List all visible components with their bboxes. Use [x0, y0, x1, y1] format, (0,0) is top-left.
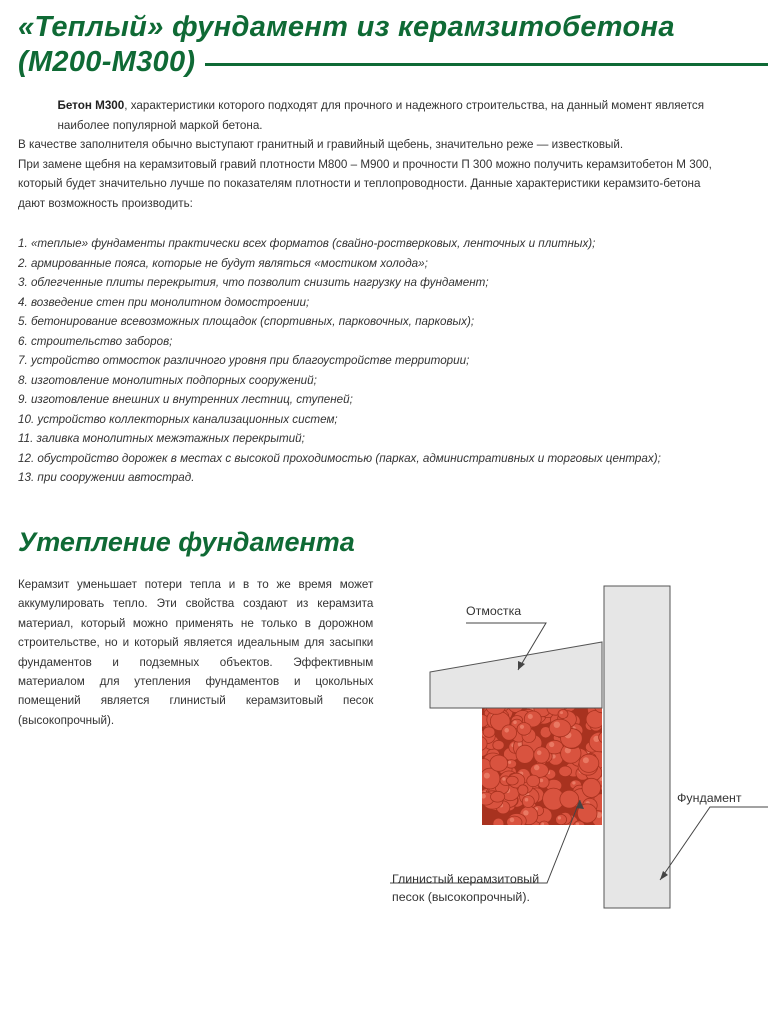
list-item: 3. облегченные плиты перекрытия, что позволит снизить нагрузку на фундамент; — [18, 275, 489, 289]
list-item: 9. изготовление внешних и внутренних лестниц, ступеней; — [18, 392, 353, 406]
list-item: 4. возведение стен при монолитном домостроении; — [18, 294, 310, 309]
section-body: Керамзит уменьшает потери тепла и в то же время может аккумулировать тепло. Эти свойства создают из керамзита материал, который можно применять не только в дорожном строительстве, но и который является идеальным для засыпки фундаментов и подземных объектов. Эффективным материалом для утепления фундаментов и цокольных помещений является глинистый керамзитовый песок (высокопрочный). — [18, 577, 374, 727]
foundation-wall — [604, 586, 670, 908]
intro-paragraph-2: В качестве заполнителя обычно выступают гранитный и гравийный щебень, значительно реже — известковый. — [18, 137, 624, 151]
list-item: 8. изготовление монолитных подпорных сооружений; — [18, 372, 317, 387]
fundament-leader-line — [660, 807, 768, 880]
intro-p1-rest: , характеристики которого подходят для прочного и надежного строительства, на данный момент является наиболее популярной маркой бетона. — [57, 98, 705, 132]
list-item: 10. устройство коллекторных канализационных систем; — [18, 411, 338, 426]
section-title: Утепление фундамента — [18, 527, 355, 557]
list-item: 2. армированные пояса, которые не будут являться «мостиком холода»; — [18, 255, 428, 270]
label-sand-line-2: песок (высокопрочный). — [392, 890, 530, 904]
intro-paragraph-3: При замене щебня на керамзитовый гравий плотности М800 – М900 и прочности П 300 можно получить керамзитобетон М 300, который будет значительно лучше по показателям плотности и теплопроводности. Данные характеристики керамзито-бетона дают возможность производить: — [18, 156, 712, 210]
intro-bold-lead: Бетон М300 — [57, 98, 125, 112]
label-otmostka: Отмостка — [466, 604, 522, 618]
list-item: 7. устройство отмосток различного уровня при благоустройстве территории; — [18, 353, 470, 367]
list-item: 13. при сооружении автострад. — [18, 470, 195, 484]
usage-list — [18, 234, 732, 488]
list-item: 1. «теплые» фундаменты практически всех форматов (свайно-ростверковых, ленточных и плитных); — [18, 236, 596, 250]
foundation-diagram — [380, 575, 780, 940]
title-line-2-row — [18, 45, 768, 80]
intro-text — [18, 96, 721, 213]
expanded-clay-fill — [472, 698, 615, 832]
label-sand-line-1: Глинистый керамзитовый — [392, 872, 540, 886]
list-item: 11. заливка монолитных межэтажных перекрытий; — [18, 431, 305, 445]
title-line-1: «Теплый» фундамент из керамзитобетона — [18, 11, 675, 43]
page-title — [18, 10, 768, 80]
list-item: 5. бетонирование всевозможных площадок (спортивных, парковочных, парковых); — [18, 314, 475, 328]
title-rule-divider — [205, 63, 768, 66]
label-fundament: Фундамент — [677, 791, 742, 805]
list-item: 6. строительство заборов; — [18, 333, 173, 348]
list-item: 12. обустройство дорожек в местах с высокой проходимостью (парках, административных и торговых центрах); — [18, 450, 661, 465]
otmostka-slab — [430, 642, 602, 708]
title-line-2: (М200-М300) — [18, 46, 196, 78]
intro-paragraph-1 — [18, 96, 721, 135]
